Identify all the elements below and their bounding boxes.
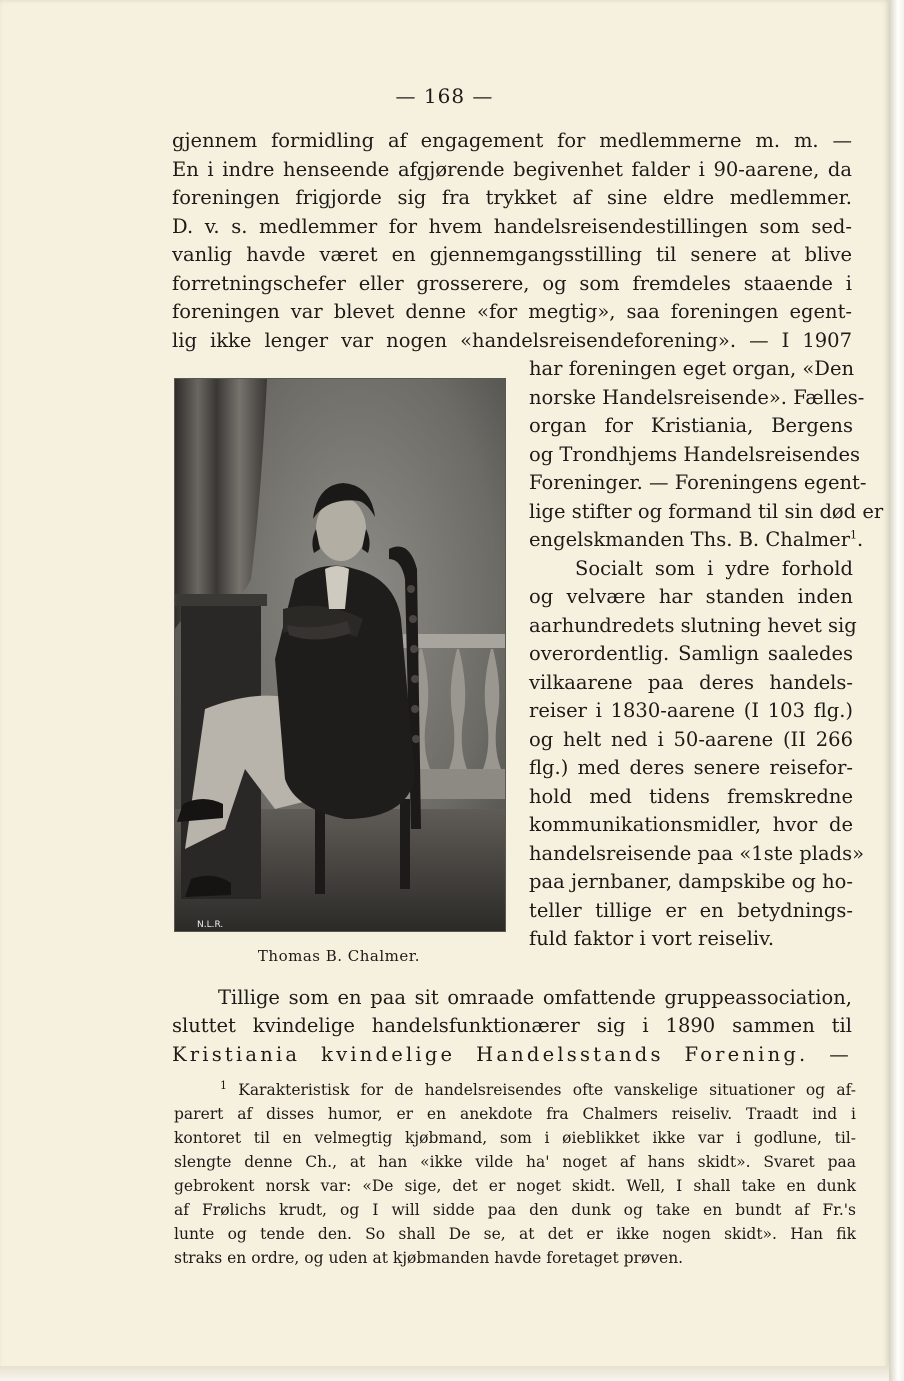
footnote-line: parert af disses humor, er en anekdote fra Chalmers reiseliv. Traadt ind i bbox=[174, 1105, 856, 1123]
side-line: overordentlig. Samlign saaledes bbox=[529, 642, 853, 665]
side-line: og helt ned i 50-aarene (II 266 bbox=[529, 728, 853, 751]
spaced-name-line: Kristiania kvindelige Handelsstands Forening. — bbox=[172, 1043, 852, 1066]
side-line: og velvære har standen inden bbox=[529, 585, 853, 608]
page-edge bbox=[889, 0, 904, 1381]
body-line: gjennem formidling af engagement for medlemmerne m. m. — bbox=[172, 129, 852, 152]
footnote-reference: 1 bbox=[850, 528, 858, 542]
page-edge-bottom bbox=[0, 1366, 889, 1381]
body-line: Tillige som en paa sit omraade omfattende gruppeassociation, bbox=[218, 986, 852, 1009]
body-line: foreningen var blevet denne «for megtig», saa foreningen egent- bbox=[172, 300, 852, 323]
footnote-line: kontoret til en velmegtig kjøbmand, som i øieblikket ikke var i godlune, til- bbox=[174, 1129, 856, 1147]
side-line: reiser i 1830-aarene (I 103 flg.) bbox=[529, 699, 853, 722]
footnote-text: Karakteristisk for de handelsreisendes ofte vanskelige situationer og af- bbox=[238, 1081, 856, 1099]
side-line: flg.) med deres senere reisefor- bbox=[529, 756, 853, 779]
side-line: teller tillige er en betydnings- bbox=[529, 899, 853, 922]
body-line: En i indre henseende afgjørende begivenhet falder i 90-aarene, da bbox=[172, 158, 852, 181]
photo-caption: Thomas B. Chalmer. bbox=[257, 947, 421, 965]
side-line: kommunikationsmidler, hvor de bbox=[529, 813, 853, 836]
side-line: fuld faktor i vort reiseliv. bbox=[529, 927, 775, 950]
side-line: lige stifter og formand til sin død er bbox=[529, 500, 884, 523]
footnote-line: slengte denne Ch., at han «ikke vilde ha' noget af hans skidt». Svaret paa bbox=[174, 1153, 856, 1171]
footnote-line: gebrokent norsk var: «De sige, det er noget skidt. Well, I shall take en dunk bbox=[174, 1177, 856, 1195]
side-line: Socialt som i ydre forhold bbox=[575, 557, 853, 580]
body-line: foreningen frigjorde sig fra trykket af sine eldre medlemmer. bbox=[172, 186, 852, 209]
side-line-text: engelskmanden Ths. B. Chalmer bbox=[529, 528, 851, 551]
side-line: aarhundredets slutning hevet sig bbox=[529, 614, 857, 637]
body-line: D. v. s. medlemmer for hvem handelsreisendestillingen som sed- bbox=[172, 215, 852, 238]
footnote-line: straks en ordre, og uden at kjøbmanden havde foretaget prøven. bbox=[174, 1249, 684, 1267]
side-line: paa jernbaner, dampskibe og ho- bbox=[529, 870, 853, 893]
side-line: hold med tidens fremskredne bbox=[529, 785, 853, 808]
photo-watermark: N.L.R. bbox=[197, 920, 224, 930]
side-line: norske Handelsreisende». Fælles- bbox=[529, 386, 865, 409]
body-line: vanlig havde været en gjennemgangsstilling til senere at blive bbox=[172, 243, 852, 266]
side-line: Foreninger. — Foreningens egent- bbox=[529, 471, 867, 494]
portrait-illustration bbox=[175, 379, 505, 931]
side-line: vilkaarene paa deres handels- bbox=[529, 671, 853, 694]
body-line: sluttet kvindelige handelsfunktionærer sig i 1890 sammen til bbox=[172, 1014, 852, 1037]
page-number: — 168 — bbox=[395, 84, 494, 108]
side-line: har foreningen eget organ, «Den bbox=[529, 357, 855, 380]
side-line: handelsreisende paa «1ste plads» bbox=[529, 842, 865, 865]
footnote-line: lunte og tende den. So shall De se, at det er ikke nogen skidt». Han fik bbox=[174, 1225, 856, 1243]
portrait-photo bbox=[174, 378, 506, 932]
footnote-marker: 1 bbox=[220, 1078, 227, 1092]
side-line: og Trondhjems Handelsreisendes bbox=[529, 443, 861, 466]
body-line: lig ikke lenger var nogen «handelsreisendeforening». — I 1907 bbox=[172, 329, 852, 352]
footnote-line: af Frølichs krudt, og I will sidde paa den dunk og take en bundt af Fr.'s bbox=[174, 1201, 856, 1219]
side-line: organ for Kristiania, Bergens bbox=[529, 414, 853, 437]
body-line: forretningschefer eller grosserere, og som fremdeles staaende i bbox=[172, 272, 852, 295]
side-line: engelskmanden Ths. B. Chalmer$^1$. bbox=[529, 528, 864, 551]
footnote-line bbox=[174, 1078, 856, 1102]
